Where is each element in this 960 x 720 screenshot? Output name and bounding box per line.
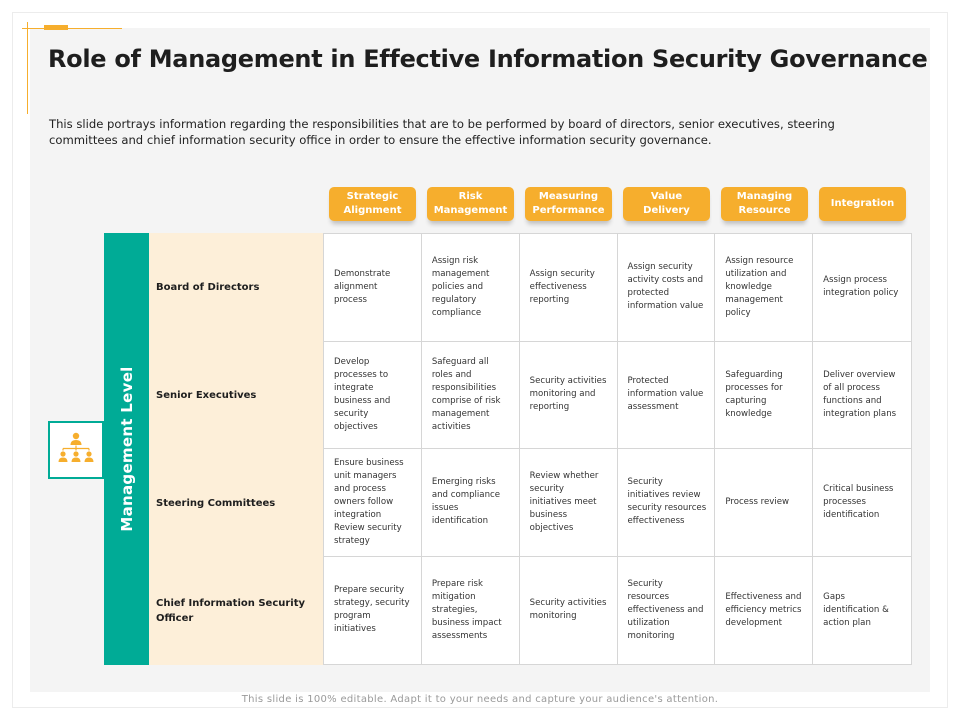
table-cell: Safeguarding processes for capturing knowledge	[715, 342, 813, 450]
table-cell: Protected information value assessment	[618, 342, 716, 450]
column-header-strategic-alignment: Strategic Alignment	[329, 187, 416, 221]
table-cell: Assign resource utilization and knowledge management policy	[715, 234, 813, 342]
table-cell: Process review	[715, 449, 813, 557]
table-cell: Assign risk management policies and regulatory compliance	[422, 234, 520, 342]
management-level-label: Management Level	[118, 366, 136, 532]
table-cell: Gaps identification & action plan	[823, 591, 889, 628]
table-cell: Effectiveness and efficiency metrics development	[715, 557, 813, 665]
org-chart-icon	[56, 430, 96, 470]
table-cell: Emerging risks and compliance issues identification	[422, 449, 520, 557]
responsibility-grid	[323, 233, 912, 665]
column-header-integration: Integration	[819, 187, 906, 221]
column-header-risk-management: Risk Management	[427, 187, 514, 221]
table-cell: Ensure business unit managers and process owners follow integration Review security strategy	[324, 449, 422, 557]
table-cell: Assign security effectiveness reporting	[520, 234, 618, 342]
row-label-board-of-directors: Board of Directors	[156, 281, 260, 293]
table-cell: Security activities monitoring	[520, 557, 618, 665]
column-header-measuring-performance: Measuring Performance	[525, 187, 612, 221]
table-cell: Deliver overview of all process functions and integration plans	[813, 342, 911, 450]
table-cell: Assign security activity costs and protected information value	[618, 234, 716, 342]
corner-accent-vertical	[27, 22, 28, 114]
table-cell: Demonstrate alignment process	[324, 234, 422, 342]
row-label-steering-committees: Steering Committees	[156, 497, 276, 509]
table-cell: Safeguard all roles and responsibilities comprise of risk management activities	[422, 342, 520, 450]
table-cell: Review whether security initiatives meet business objectives	[520, 449, 618, 557]
row-label-ciso: Chief Information Security Officer	[156, 598, 306, 624]
table-cell: Critical business processes identification	[813, 449, 911, 557]
row-label-senior-executives: Senior Executives	[156, 389, 257, 401]
table-cell: Assign process integration policy	[813, 234, 911, 342]
table-cell: Security resources effectiveness and utilization monitoring	[618, 557, 716, 665]
table-cell: Prepare security strategy, security program initiatives	[324, 557, 422, 665]
table-cell: Security initiatives review security resources effectiveness	[618, 449, 716, 557]
column-header-managing-resource: Managing Resource	[721, 187, 808, 221]
table-cell: Develop processes to integrate business and security objectives	[324, 342, 422, 450]
table-cell: Prepare risk mitigation strategies, business impact assessments	[422, 557, 520, 665]
footer-note: This slide is 100% editable. Adapt it to your needs and capture your audience's attention.	[241, 694, 719, 705]
slide-title: Role of Management in Effective Information Security Governance	[48, 45, 928, 73]
corner-accent-tab	[44, 25, 68, 30]
org-chart-icon-box	[48, 421, 104, 479]
slide-subtitle: This slide portrays information regarding the responsibilities that are to be performed by board of directors, senior executives, steering committees and chief information security office in order to ensure the effective information security governance.	[49, 117, 835, 147]
column-header-value-delivery: Value Delivery	[623, 187, 710, 221]
table-cell: Security activities monitoring and reporting	[520, 342, 618, 450]
corner-accent-horizontal	[22, 28, 122, 29]
